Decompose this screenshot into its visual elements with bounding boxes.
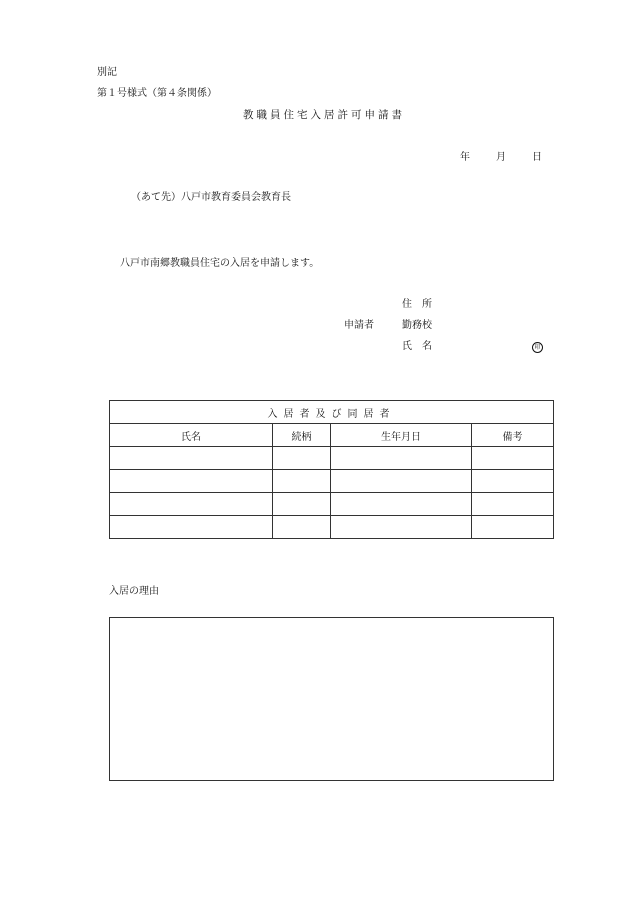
birthdate-cell[interactable]	[331, 447, 472, 470]
table-row	[110, 493, 554, 516]
school-label: 勤務校	[402, 320, 432, 331]
document-title: 教職員住宅入居許可申請書	[243, 109, 405, 121]
address-label: 住 所	[402, 299, 432, 310]
column-header-remarks: 備考	[472, 424, 554, 447]
table-row	[110, 470, 554, 493]
date-year-label: 年	[460, 152, 470, 163]
residents-table	[109, 400, 554, 539]
table-row	[110, 447, 554, 470]
annex-label: 別記	[97, 67, 117, 78]
reason-box[interactable]	[109, 617, 554, 781]
name-cell[interactable]	[110, 493, 273, 516]
relationship-cell[interactable]	[273, 470, 331, 493]
name-cell[interactable]	[110, 447, 273, 470]
date-month-label: 月	[496, 152, 506, 163]
remarks-cell[interactable]	[472, 470, 554, 493]
request-statement: 八戸市南郷教職員住宅の入居を申請します。	[120, 258, 320, 269]
column-header-name: 氏名	[110, 424, 273, 447]
relationship-cell[interactable]	[273, 447, 331, 470]
relationship-cell[interactable]	[273, 516, 331, 539]
date-day-label: 日	[532, 152, 542, 163]
table-row	[110, 516, 554, 539]
remarks-cell[interactable]	[472, 493, 554, 516]
birthdate-cell[interactable]	[331, 493, 472, 516]
birthdate-cell[interactable]	[331, 516, 472, 539]
table-header-row	[110, 424, 554, 447]
name-label: 氏 名	[402, 341, 432, 352]
table-caption: 入居者及び同居者	[110, 401, 554, 424]
table-caption-row	[110, 401, 554, 424]
reason-label: 入居の理由	[109, 586, 159, 597]
seal-mark: 印	[532, 342, 543, 353]
relationship-cell[interactable]	[273, 493, 331, 516]
applicant-label: 申請者	[344, 320, 374, 331]
remarks-cell[interactable]	[472, 516, 554, 539]
column-header-relationship: 続柄	[273, 424, 331, 447]
name-cell[interactable]	[110, 516, 273, 539]
birthdate-cell[interactable]	[331, 470, 472, 493]
remarks-cell[interactable]	[472, 447, 554, 470]
addressee: （あて先）八戸市教育委員会教育長	[131, 192, 291, 203]
form-number: 第１号様式（第４条関係）	[97, 88, 217, 99]
name-cell[interactable]	[110, 470, 273, 493]
column-header-birthdate: 生年月日	[331, 424, 472, 447]
